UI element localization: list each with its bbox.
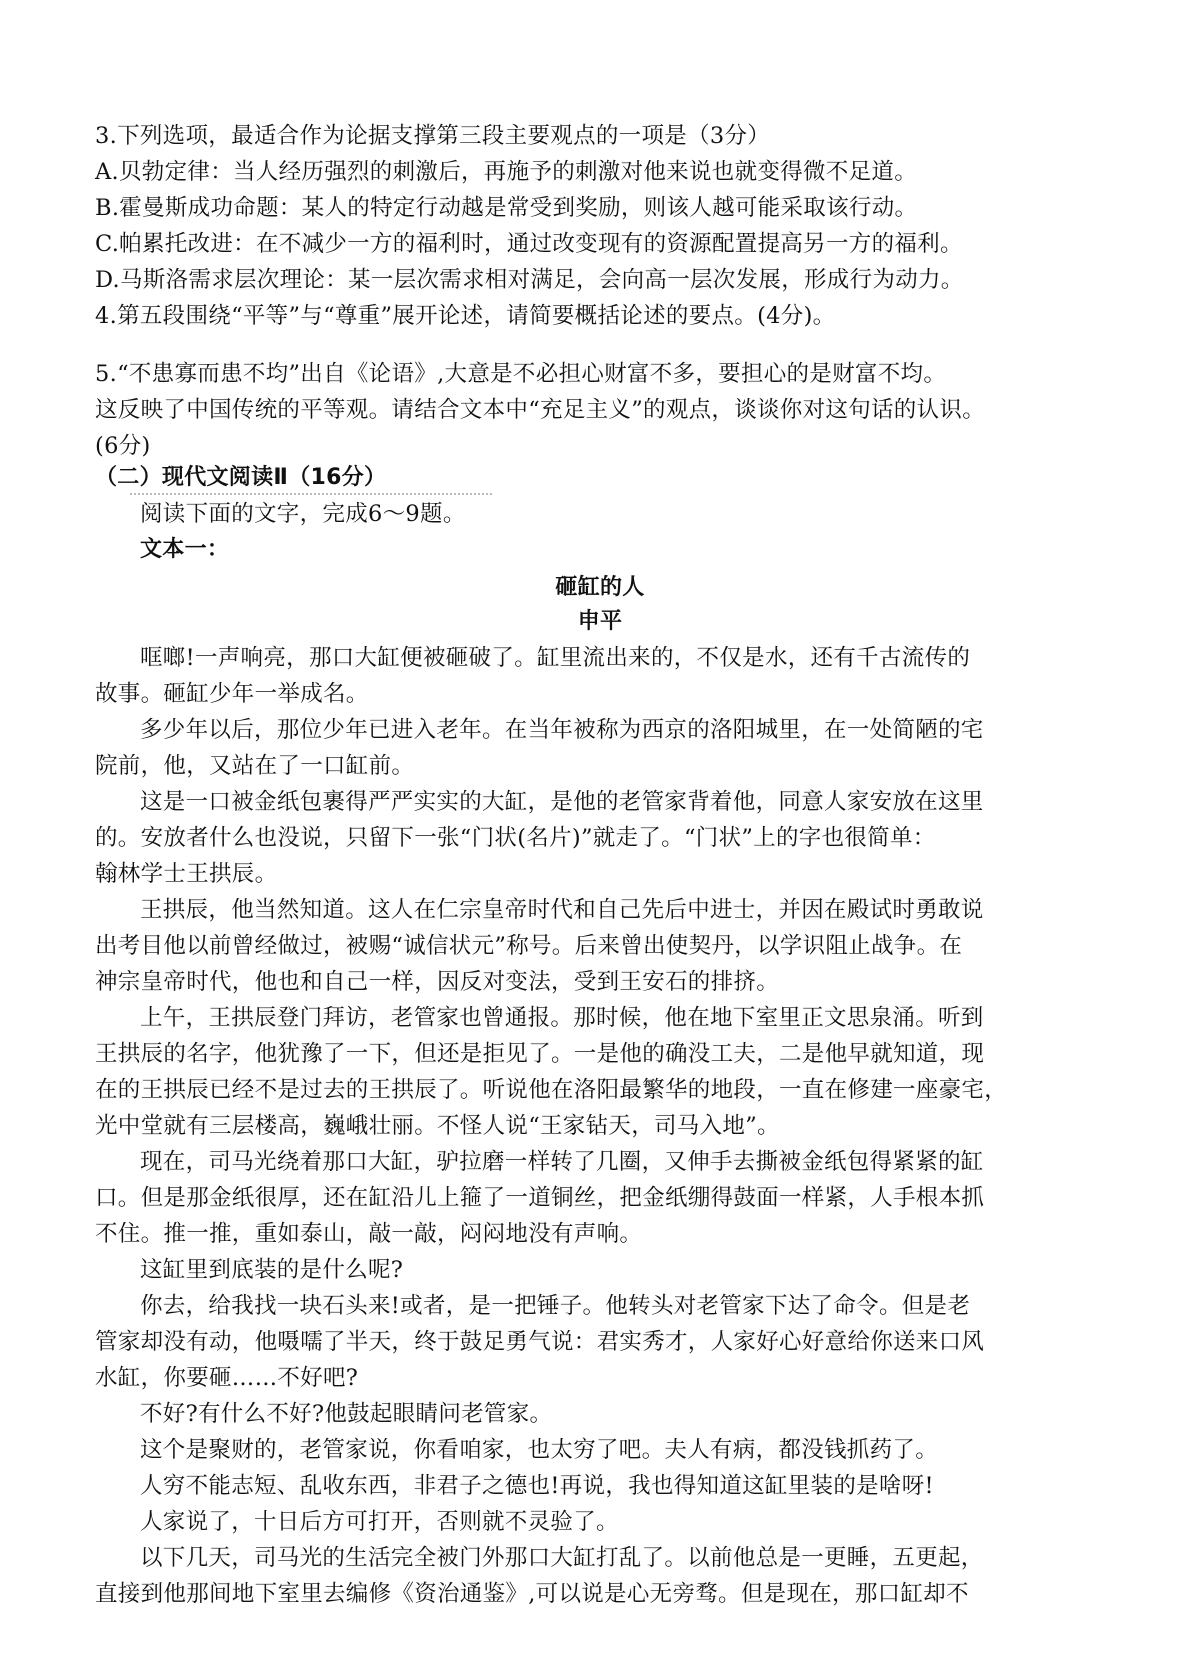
article-line: 这是一口被金纸包裹得严严实实的大缸，是他的老管家背着他，同意人家安放在这里 — [140, 789, 984, 815]
article-line: 神宗皇帝时代，他也和自己一样，因反对变法，受到王安石的排挤。 — [95, 969, 780, 995]
article-line: 这个是聚财的，老管家说，你看咱家，也太穷了吧。夫人有病，都没钱抓药了。 — [140, 1437, 939, 1463]
text-label: 文本一： — [140, 537, 230, 562]
section-heading: （二）现代文阅读Ⅱ（16分） — [95, 465, 387, 490]
article-line: 上午，王拱辰登门拜访，老管家也曾通报。那时候，他在地下室里正文思泉涌。听到 — [140, 1005, 984, 1031]
article-line: 你去，给我找一块石头来!或者，是一把锤子。他转头对老管家下达了命令。但是老 — [140, 1293, 971, 1319]
article-line: 的。安放者什么也没说，只留下一张“门状(名片)”就走了。“门状”上的字也很简单： — [95, 825, 936, 851]
article-line: 在的王拱辰已经不是过去的王拱辰了。听说他在洛阳最繁华的地段，一直在修建一座豪宅， — [95, 1077, 1008, 1103]
article-line: 故事。砸缸少年一举成名。 — [95, 681, 369, 707]
question-5-line: 这反映了中国传统的平等观。请结合文本中“充足主义”的观点，谈谈你对这句话的认识。 — [95, 397, 986, 423]
article-line: 院前，他，又站在了一口缸前。 — [95, 753, 415, 779]
question-3: 3.下列选项，最适合作为论据支撑第三段主要观点的一项是（3分） — [95, 123, 771, 149]
article-author: 申平 — [577, 609, 623, 634]
article-line: 管家却没有动，他嗫嚅了半天，终于鼓足勇气说：君实秀才，人家好心好意给你送来口风 — [95, 1329, 985, 1355]
question-4: 4.第五段围绕“平等”与“尊重”展开论述，请简要概括论述的要点。(4分)。 — [95, 303, 836, 329]
article-line: 王拱辰，他当然知道。这人在仁宗皇帝时代和自己先后中进士，并因在殿试时勇敢说 — [140, 897, 984, 923]
article-line: 现在，司马光绕着那口大缸，驴拉磨一样转了几圈，又伸手去撕被金纸包得紧紧的缸 — [140, 1149, 984, 1175]
article-line: 人家说了，十日后方可打开，否则就不灵验了。 — [140, 1509, 619, 1535]
option-d: D.马斯洛需求层次理论：某一层次需求相对满足，会向高一层次发展，形成行为动力。 — [95, 267, 964, 293]
article-line: 不好?有什么不好?他鼓起眼睛问老管家。 — [140, 1401, 553, 1427]
article-line: 人穷不能志短、乱收东西，非君子之德也!再说，我也得知道这缸里装的是啥呀! — [140, 1473, 934, 1499]
article-line: 王拱辰的名字，他犹豫了一下，但还是拒见了。一是他的确没工夫，二是他早就知道，现 — [95, 1041, 985, 1067]
article-line: 出考目他以前曾经做过，被赐“诚信状元”称号。后来曾出使契丹，以学识阻止战争。在 — [95, 933, 963, 959]
article-line: 口。但是那金纸很厚，还在缸沿儿上箍了一道铜丝，把金纸绷得鼓面一样紧，人手根本抓 — [95, 1185, 985, 1211]
article-line: 多少年以后，那位少年已进入老年。在当年被称为西京的洛阳城里，在一处简陋的宅 — [140, 717, 984, 743]
section-instruction: 阅读下面的文字，完成6～9题。 — [140, 501, 466, 527]
article-line: 直接到他那间地下室里去编修《资治通鉴》,可以说是心无旁骛。但是现在，那口缸却不 — [95, 1581, 969, 1607]
article-line: 不住。推一推，重如泰山，敲一敲，闷闷地没有声响。 — [95, 1221, 643, 1247]
article-line: 光中堂就有三层楼高，巍峨壮丽。不怪人说“王家钻天，司马入地”。 — [95, 1113, 780, 1139]
article-line: 以下几天，司马光的生活完全被门外那口大缸打乱了。以前他总是一更睡，五更起， — [140, 1545, 984, 1571]
question-5-line: (6分) — [95, 433, 151, 459]
article-line: 水缸，你要砸……不好吧? — [95, 1365, 359, 1391]
option-c: C.帕累托改进：在不减少一方的福利时，通过改变现有的资源配置提高另一方的福利。 — [95, 231, 963, 257]
article-line: 翰林学士王拱辰。 — [95, 861, 278, 887]
heading-underline — [130, 493, 492, 495]
option-a: A.贝勃定律：当人经历强烈的刺激后，再施予的刺激对他来说也就变得微不足道。 — [95, 159, 918, 185]
article-line: 哐啷!一声响亮，那口大缸便被砸破了。缸里流出来的，不仅是水，还有千古流传的 — [140, 645, 971, 671]
article-line: 这缸里到底装的是什么呢? — [140, 1257, 404, 1283]
question-5-line: 5.“不患寡而患不均”出自《论语》,大意是不必担心财富不多，要担心的是财富不均。 — [95, 361, 947, 387]
option-b: B.霍曼斯成功命题：某人的特定行动越是常受到奖励，则该人越可能采取该行动。 — [95, 195, 918, 221]
article-title: 砸缸的人 — [555, 575, 645, 600]
